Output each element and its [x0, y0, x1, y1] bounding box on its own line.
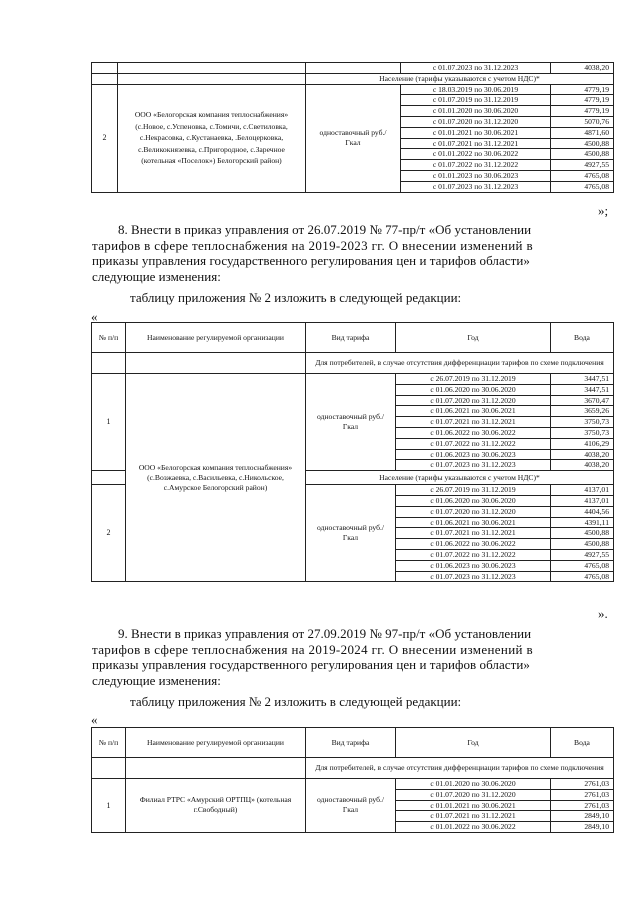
value-cell: 4765,08: [551, 560, 614, 571]
value-cell: 5070,76: [551, 116, 614, 127]
period-cell: с 01.06.2023 по 30.06.2023: [396, 560, 551, 571]
closing-quote: ».: [598, 606, 608, 621]
period-cell: с 01.01.2021 по 30.06.2021: [396, 800, 551, 811]
period-cell: с 01.07.2022 по 31.12.2022: [396, 549, 551, 560]
period-cell: с 01.07.2023 по 31.12.2023: [396, 571, 551, 582]
item-9-line-3: приказы управления государственного регулирования цен и тарифов области»: [92, 657, 530, 673]
value-cell: 4779,19: [551, 106, 614, 117]
period-cell: с 01.07.2021 по 31.12.2021: [401, 138, 551, 149]
value-cell: 3670,47: [551, 395, 614, 406]
value-cell: 3447,51: [551, 374, 614, 385]
item-9-paragraph: [92, 626, 612, 688]
item-8-instruction: таблицу приложения № 2 изложить в следующей редакции:: [130, 290, 462, 305]
item-8-line-4: следующие изменения:: [92, 268, 221, 284]
header-type: Вид тарифа: [306, 728, 396, 758]
header-value: Вода: [551, 323, 614, 353]
item-9-instruction: таблицу приложения № 2 изложить в следующей редакции:: [130, 694, 462, 709]
period-cell: с 01.06.2020 по 30.06.2020: [396, 384, 551, 395]
row-number: 1: [92, 779, 126, 833]
value-cell: 3750,73: [551, 427, 614, 438]
header-num: № п/п: [92, 728, 126, 758]
value-cell: 4927,55: [551, 160, 614, 171]
period-cell: с 01.07.2022 по 31.12.2022: [396, 438, 551, 449]
period-cell: с 01.07.2022 по 31.12.2022: [401, 160, 551, 171]
population-note: Население (тарифы указываются с учетом НДС)*: [306, 73, 614, 84]
value-cell: 2761,03: [551, 789, 614, 800]
value-cell: 2849,10: [551, 822, 614, 833]
header-year: Год: [396, 323, 551, 353]
item-8-line-3: приказы управления государственного регулирования цен и тарифов области»: [92, 253, 530, 269]
period-cell: с 01.07.2023 по 31.12.2023: [401, 181, 551, 192]
period-cell: с 26.07.2019 по 31.12.2019: [396, 485, 551, 496]
item-9-line-2: тарифов в сфере теплоснабжения на 2019-2024 гг. О внесении изменений в: [92, 641, 533, 657]
item-9-line-1: 9. Внести в приказ управления от 27.09.2019 № 97-пр/т «Об установлении: [118, 626, 532, 641]
value-cell: 4500,88: [551, 138, 614, 149]
table-header-row: [92, 728, 614, 758]
value-cell: 3750,73: [551, 417, 614, 428]
table-row: [92, 779, 614, 790]
organization-name: Филиал РТРС «Амурский ОРТПЦ» (котельная г.Свободный): [126, 779, 306, 833]
consumer-note: Для потребителей, в случае отсутствия дифференциации тарифов по схеме подключения: [306, 353, 614, 374]
value-cell: 4391,11: [551, 517, 614, 528]
period-cell: с 18.03.2019 по 30.06.2019: [401, 84, 551, 95]
consumer-note: Для потребителей, в случае отсутствия дифференциации тарифов по схеме подключения: [306, 758, 614, 779]
period-cell: с 26.07.2019 по 31.12.2019: [396, 374, 551, 385]
value-cell: 4500,88: [551, 528, 614, 539]
item-8-line-1: 8. Внести в приказ управления от 26.07.2019 № 77-пр/т «Об установлении: [118, 222, 532, 237]
table-row: [92, 758, 614, 779]
value-cell: 3659,26: [551, 406, 614, 417]
period-cell: с 01.06.2020 по 30.06.2020: [396, 495, 551, 506]
header-value: Вода: [551, 728, 614, 758]
period-cell: с 01.07.2020 по 31.12.2020: [401, 116, 551, 127]
table-row: [92, 353, 614, 374]
value-cell: 4765,08: [551, 571, 614, 582]
open-quote: «: [91, 712, 98, 727]
period-cell: с 01.06.2022 по 30.06.2022: [396, 427, 551, 438]
value-cell: 4137,01: [551, 495, 614, 506]
value-cell: 3447,51: [551, 384, 614, 395]
period-cell: с 01.07.2020 по 31.12.2020: [396, 395, 551, 406]
tariff-type: одноставочный руб./Гкал: [306, 485, 396, 582]
header-year: Год: [396, 728, 551, 758]
item-8-paragraph: [92, 222, 612, 284]
value-cell: 4500,88: [551, 539, 614, 550]
tariff-table-3: [91, 727, 614, 833]
value-cell: 4779,19: [551, 95, 614, 106]
period-cell: с 01.01.2022 по 30.06.2022: [396, 822, 551, 833]
period-cell: с 01.01.2022 по 30.06.2022: [401, 149, 551, 160]
value-cell: 4779,19: [551, 84, 614, 95]
table-header-row: [92, 323, 614, 353]
value-cell: 4871,60: [551, 127, 614, 138]
period-cell: с 01.01.2020 по 30.06.2020: [396, 779, 551, 790]
period-cell: с 01.07.2021 по 31.12.2021: [396, 528, 551, 539]
period-cell: с 01.06.2021 по 30.06.2021: [396, 406, 551, 417]
population-note: Население (тарифы указываются с учетом НДС)*: [306, 471, 614, 485]
value-cell: 4765,08: [551, 181, 614, 192]
period-cell: с 01.07.2019 по 31.12.2019: [401, 95, 551, 106]
value-cell: 4404,56: [551, 506, 614, 517]
period-cell: с 01.07.2021 по 31.12.2021: [396, 811, 551, 822]
value-cell: 4927,55: [551, 549, 614, 560]
value-cell: 4765,08: [551, 170, 614, 181]
organization-name: ООО «Белогорская компания теплоснабжения» (с.Возжаевка, с.Васильевка, с.Никольское, с.Амурское Белогорский район): [126, 374, 306, 582]
period-cell: с 01.07.2023 по 31.12.2023: [396, 460, 551, 471]
value-cell: 2761,03: [551, 800, 614, 811]
period-cell: с 01.06.2021 по 30.06.2021: [396, 517, 551, 528]
table-row: [92, 374, 614, 385]
period-cell: с 01.01.2021 по 30.06.2021: [401, 127, 551, 138]
header-num: № п/п: [92, 323, 126, 353]
header-org: Наименование регулируемой организации: [126, 323, 306, 353]
row-number: 2: [92, 84, 118, 192]
period-cell: с 01.07.2023 по 31.12.2023: [401, 63, 551, 74]
period-cell: с 01.01.2020 по 30.06.2020: [401, 106, 551, 117]
period-cell: с 01.07.2021 по 31.12.2021: [396, 417, 551, 428]
tariff-type: одноставочный руб./Гкал: [306, 84, 401, 192]
value-cell: 4038,20: [551, 449, 614, 460]
value-cell: 4038,20: [551, 63, 614, 74]
value-cell: 4137,01: [551, 485, 614, 496]
value-cell: 4106,29: [551, 438, 614, 449]
period-cell: с 01.07.2020 по 31.12.2020: [396, 789, 551, 800]
open-quote: «: [91, 309, 98, 324]
period-cell: с 01.01.2023 по 30.06.2023: [401, 170, 551, 181]
value-cell: 4038,20: [551, 460, 614, 471]
item-8-line-2: тарифов в сфере теплоснабжения на 2019-2023 гг. О внесении изменений в: [92, 237, 533, 253]
table-row: [92, 73, 614, 84]
tariff-table-2: [91, 322, 614, 582]
period-cell: с 01.06.2022 по 30.06.2022: [396, 539, 551, 550]
table-row: [92, 84, 614, 95]
row-number: 2: [92, 485, 126, 582]
organization-name: ООО «Белогорская компания теплоснабжения» (с.Новое, с.Успеновка, с.Томичи, с.Светиловка, с.Некрасовка, с.Кустанаевка, .Белоцерковка, с.Великокнязевка, с.Пригородное, с.Заречное (котельная «Поселок») Белогорский район): [118, 84, 306, 192]
value-cell: 2761,03: [551, 779, 614, 790]
item-9-line-4: следующие изменения:: [92, 672, 221, 688]
table-row: [92, 63, 614, 74]
header-org: Наименование регулируемой организации: [126, 728, 306, 758]
period-cell: с 01.06.2023 по 30.06.2023: [396, 449, 551, 460]
value-cell: 2849,10: [551, 811, 614, 822]
header-type: Вид тарифа: [306, 323, 396, 353]
closing-quote: »;: [598, 203, 609, 218]
row-number: 1: [92, 374, 126, 471]
tariff-type: одноставочный руб./Гкал: [306, 779, 396, 833]
tariff-type: одноставочный руб./Гкал: [306, 374, 396, 471]
tariff-table-1: [91, 62, 614, 193]
value-cell: 4500,88: [551, 149, 614, 160]
period-cell: с 01.07.2020 по 31.12.2020: [396, 506, 551, 517]
